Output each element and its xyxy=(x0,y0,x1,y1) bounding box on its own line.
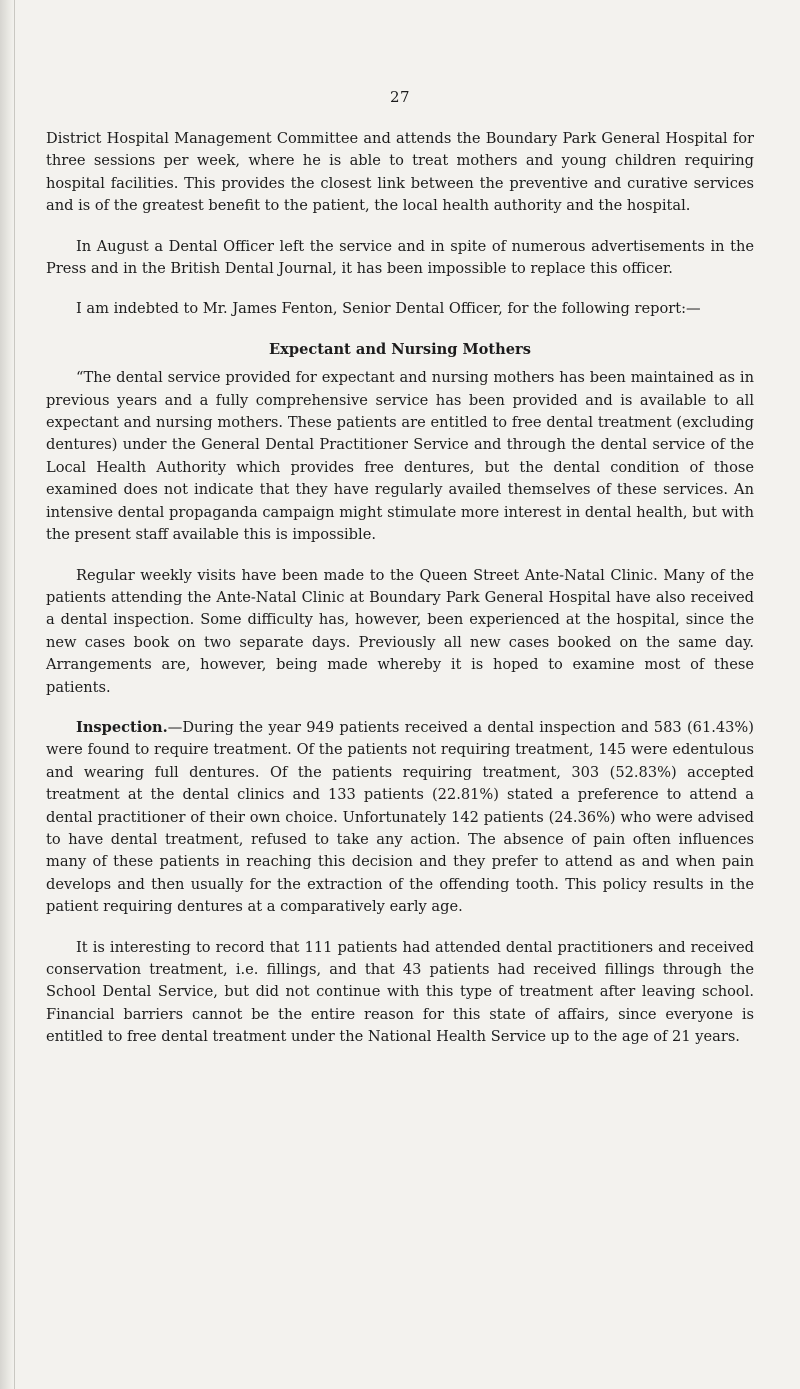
binding-gutter xyxy=(0,0,15,1389)
paragraph-hospital-sessions: District Hospital Management Committee and attends the Boundary Park General Hospital for three sessions per week, where he is able to treat mothers and young children requiring hospital facilities. This provides the closest link between the preventive and curative services and is of the greatest benefit to the patient, the local health authority and the hospital. xyxy=(46,130,754,215)
inspection-text: —During the year 949 patients received a dental inspection and 583 (61.43%) were found to require treatment. Of the patients not requiring treatment, 145 were edentulous and wearing full dentures. Of the patients requiring treatment, 303 (52.83%) accepted treatment at the dental clinics and 133 patients (22.81%) stated a preference to attend a dental practitioner of their own choice. Unfortunately 142 patients (24.36%) who were advised to have dental treatment, refused to take any action. The absence of pain often influences many of these patients in reaching this decision and they prefer to attend as and when pain develops and then usually for the extraction of the offending tooth. This policy results in the patient requiring dentures at a comparatively early age. xyxy=(46,718,754,916)
inspection-run-in-heading: Inspection. xyxy=(76,718,168,736)
paragraph-conservation-treatment: It is interesting to record that 111 patients had attended dental practitioners and received conservation treatment, i.e. fillings, and that 43 patients had received fillings through the School Dental Service, but did not continue with this type of treatment after leaving school. Financial barriers cannot be the entire reason for this state of affairs, since everyone is entitled to free dental treatment under the National Health Service up to the age of 21 years. xyxy=(46,938,754,1046)
paragraph-report-intro: I am indebted to Mr. James Fenton, Senior Dental Officer, for the following report:— xyxy=(76,300,701,318)
paragraph-weekly-visits: Regular weekly visits have been made to the Queen Street Ante-Natal Clinic. Many of the patients attending the Ante-Natal Clinic at Boundary Park General Hospital have also received a dental inspection. Some difficulty has, however, been experienced at the hospital, since the new cases book on two separate days. Previously all new cases booked on the same day. Arrangements are, however, being made whereby it is hoped to examine most of these patients. xyxy=(46,566,754,696)
paragraph-dental-officer-vacancy: In August a Dental Officer left the service and in spite of numerous advertisements in the Press and in the British Dental Journal, it has been impossible to replace this officer. xyxy=(46,237,754,278)
section-heading: Expectant and Nursing Mothers xyxy=(269,340,531,358)
paragraph-dental-service: “The dental service provided for expectant and nursing mothers has been maintained as in previous years and a fully comprehensive service has been provided and is available to all expectant and nursing mothers. These patients are entitled to free dental treatment (excluding dentures) under the General Dental Practitioner Service and through the dental service of the Local Health Authority which provides free dentures, but the dental condition of those examined does not indicate that they have regularly availed themselves of these services. An intensive dental propaganda campaign might stimulate more interest in dental health, but with the present staff available this is impossible. xyxy=(46,369,754,544)
paragraph-inspection xyxy=(46,717,754,919)
document-body xyxy=(46,128,754,1067)
page-number: 27 xyxy=(389,88,411,106)
